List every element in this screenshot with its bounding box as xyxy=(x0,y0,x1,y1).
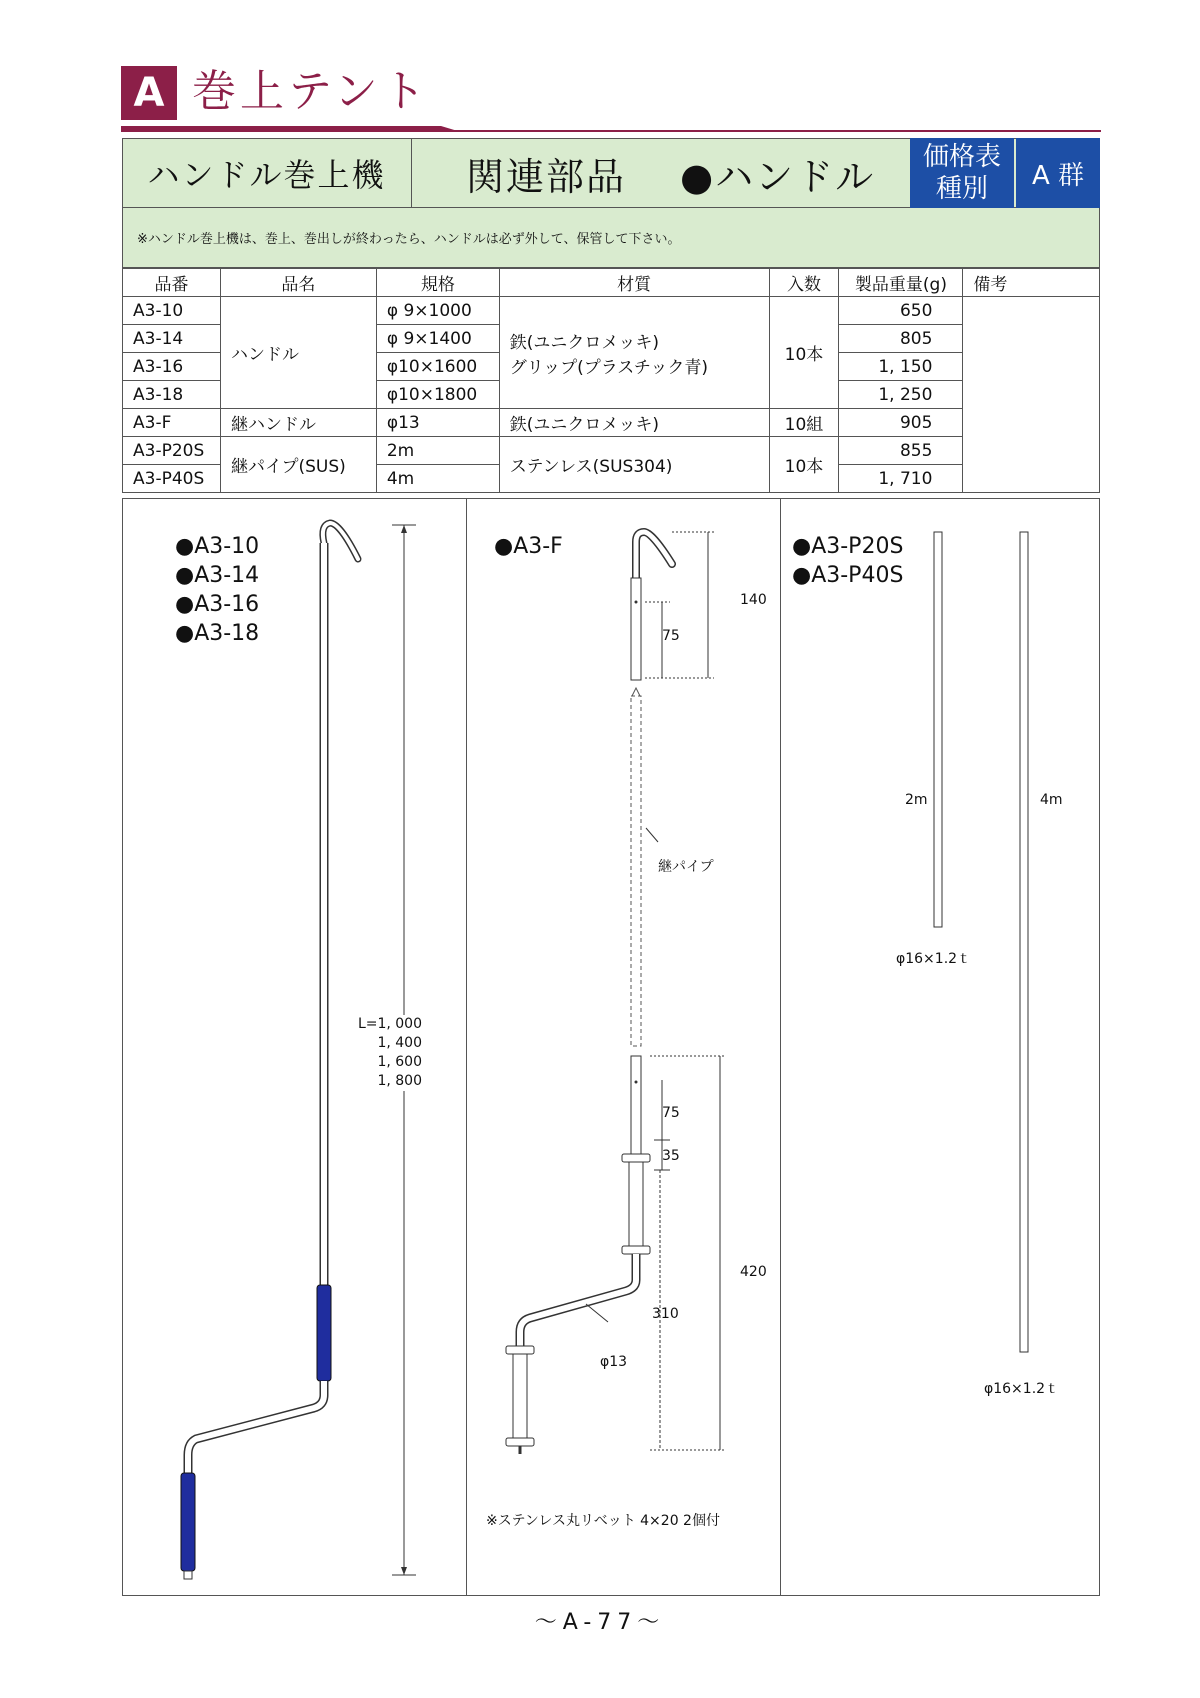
cell-joint-handle-qty: 10組 xyxy=(769,409,839,437)
col-header-remarks: 備考 xyxy=(963,269,1100,297)
cell-spec: φ 9×1000 xyxy=(376,297,499,325)
model-label: ●A3-P20S xyxy=(792,534,904,559)
cell-weight: 1, 250 xyxy=(839,381,963,409)
dim-310: 310 xyxy=(652,1306,679,1322)
section-title: 巻上テント xyxy=(192,66,430,117)
cell-spec: φ 9×1400 xyxy=(376,325,499,353)
cell-code: A3-F xyxy=(123,409,221,437)
table-row xyxy=(123,297,1100,325)
section-rule xyxy=(121,126,1101,132)
col-header-code: 品番 xyxy=(123,269,221,297)
cell-weight: 855 xyxy=(839,437,963,465)
cell-handle-qty: 10本 xyxy=(769,297,839,409)
col-header-spec: 規格 xyxy=(376,269,499,297)
cell-weight: 905 xyxy=(839,409,963,437)
joint-handle-drawing xyxy=(490,520,770,1480)
length-label: 1, 800 xyxy=(377,1073,422,1089)
model-label: ●A3-10 xyxy=(175,534,260,559)
page-number: 〜A-77〜 xyxy=(534,1610,666,1635)
cell-spec: 2m xyxy=(376,437,499,465)
table-row xyxy=(123,437,1100,465)
length-label: 1, 400 xyxy=(377,1035,422,1051)
table-row xyxy=(123,409,1100,437)
model-label: ●A3-14 xyxy=(175,563,260,588)
header-item-name: ●ハンドル xyxy=(680,154,876,199)
cell-spec: φ13 xyxy=(376,409,499,437)
pipe-2m xyxy=(934,532,942,927)
upper-grip xyxy=(317,1285,331,1381)
right-model-list xyxy=(792,532,903,590)
cell-pipe-name: 継パイプ(SUS) xyxy=(220,437,376,493)
cell-weight: 1, 150 xyxy=(839,353,963,381)
spec-table xyxy=(122,268,1100,493)
cell-joint-handle-material: 鉄(ユニクロメッキ) xyxy=(499,409,769,437)
panel-divider-1 xyxy=(466,498,467,1596)
cell-spec: φ10×1600 xyxy=(376,353,499,381)
cell-weight: 650 xyxy=(839,297,963,325)
length-labels xyxy=(350,1015,422,1091)
cell-weight: 1, 710 xyxy=(839,465,963,493)
len-4m: 4m xyxy=(1040,792,1063,808)
cell-code: A3-P40S xyxy=(123,465,221,493)
table-header-row xyxy=(123,269,1100,297)
header-product-name: ハンドル巻上機 xyxy=(122,138,412,208)
cell-pipe-qty: 10本 xyxy=(769,437,839,493)
dim-140: 140 xyxy=(740,592,767,608)
length-label: L=1, 000 xyxy=(357,1016,422,1032)
pipe-4m xyxy=(1020,532,1028,1352)
price-category-line1: 価格表 xyxy=(922,142,1001,172)
cell-handle-material xyxy=(499,297,769,409)
diameter-label: φ13 xyxy=(600,1354,628,1370)
model-label: ●A3-P40S xyxy=(792,563,904,588)
spec-2m: φ16×1.2ｔ xyxy=(896,951,972,967)
cell-spec: 4m xyxy=(376,465,499,493)
cell-code: A3-16 xyxy=(123,353,221,381)
dim-75-top: 75 xyxy=(662,628,680,644)
cell-weight: 805 xyxy=(839,325,963,353)
cell-code: A3-18 xyxy=(123,381,221,409)
cell-pipe-material: ステンレス(SUS304) xyxy=(499,437,769,493)
model-label: ●A3-18 xyxy=(175,621,260,646)
panel-divider-2 xyxy=(780,498,781,1596)
rivet-note: ※ステンレス丸リベット 4×20 2個付 xyxy=(486,1513,720,1529)
col-header-weight: 製品重量(g) xyxy=(839,269,963,297)
price-category-line2: 種別 xyxy=(935,174,988,204)
model-label: ●A3-16 xyxy=(175,592,260,617)
col-header-qty: 入数 xyxy=(769,269,839,297)
section-badge: A xyxy=(121,66,177,120)
pipe-drawing xyxy=(930,528,1040,1358)
col-header-name: 品名 xyxy=(220,269,376,297)
handle-material-line1: 鉄(ユニクロメッキ) xyxy=(509,332,660,353)
header-related-parts: 関連部品 xyxy=(466,154,627,199)
cell-handle-name: ハンドル xyxy=(220,297,376,409)
storage-note: ※ハンドル巻上機は、巻上、巻出しが終わったら、ハンドルは必ず外して、保管して下さい。 xyxy=(122,208,1100,268)
model-label-a3-f: ●A3-F xyxy=(494,534,563,559)
cell-code: A3-10 xyxy=(123,297,221,325)
cell-joint-handle-name: 継ハンドル xyxy=(220,409,376,437)
cell-code: A3-P20S xyxy=(123,437,221,465)
length-label: 1, 600 xyxy=(377,1054,422,1070)
cell-remarks xyxy=(963,297,1100,493)
price-category-box xyxy=(910,138,1014,208)
col-header-material: 材質 xyxy=(499,269,769,297)
cell-spec: φ10×1800 xyxy=(376,381,499,409)
cell-code: A3-14 xyxy=(123,325,221,353)
pipe-label: 継パイプ xyxy=(658,859,714,875)
dim-35: 35 xyxy=(662,1148,680,1164)
group-box: A 群 xyxy=(1016,138,1100,208)
spec-4m: φ16×1.2ｔ xyxy=(984,1381,1060,1397)
len-2m: 2m xyxy=(905,792,928,808)
handle-material-line2: グリップ(プラスチック青) xyxy=(509,357,709,378)
dim-420: 420 xyxy=(740,1264,767,1280)
dim-75-bottom: 75 xyxy=(662,1105,680,1121)
lower-grip xyxy=(181,1473,195,1571)
